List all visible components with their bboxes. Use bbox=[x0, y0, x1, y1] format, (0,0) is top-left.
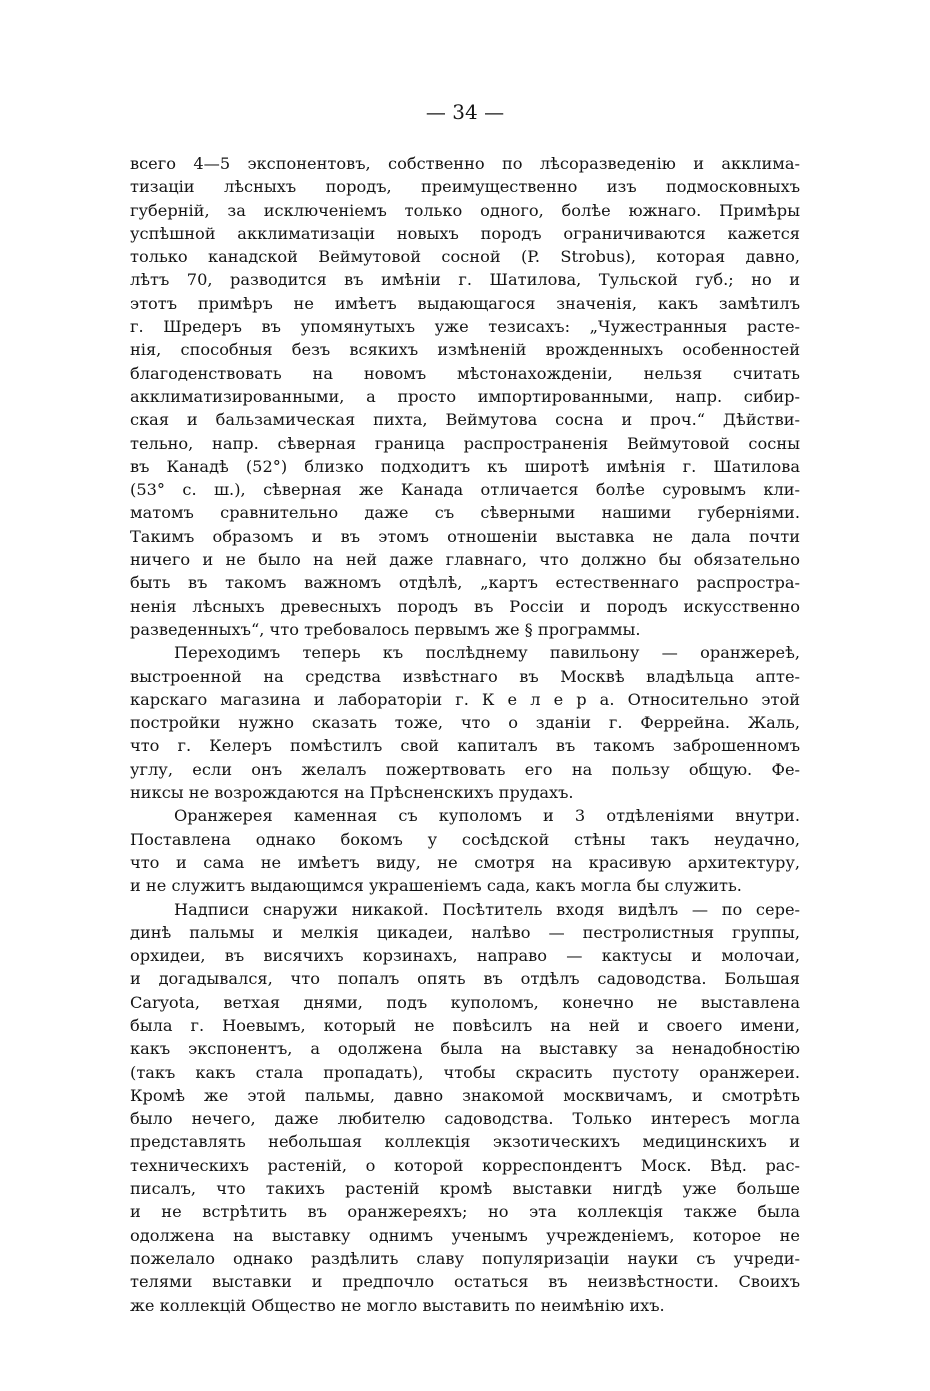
text-line: матомъ сравнительно даже съ сѣверными нашими губерніями. bbox=[130, 503, 800, 523]
text-line: быть въ такомъ важномъ отдѣлѣ, „картъ естественнаго распростра- bbox=[130, 573, 800, 593]
text-line: никсы не возрождаются на Прѣсненскихъ прудахъ. bbox=[130, 783, 574, 803]
text-line: что г. Келеръ помѣстилъ свой капиталъ въ такомъ заброшенномъ bbox=[130, 736, 800, 756]
text-line: и не встрѣтить въ оранжереяхъ; но эта коллекція также была bbox=[130, 1202, 800, 1222]
text-line: Поставлена однако бокомъ у сосѣдской стѣны такъ неудачно, bbox=[130, 829, 800, 849]
text-line: ская и бальзамическая пихта, Веймутова сосна и проч.“ Дѣйстви- bbox=[130, 410, 800, 430]
text-line: г. Шредеръ въ упомянутыхъ уже тезисахъ: „Чужестранныя расте- bbox=[130, 317, 800, 337]
text-line: губерній, за исключеніемъ только одного, болѣе южнаго. Примѣры bbox=[130, 200, 800, 220]
text-line: успѣшной акклиматизаціи новыхъ породъ ограничиваются кажется bbox=[130, 223, 800, 243]
text-line: пожелало однако раздѣлить славу популяризаціи науки съ учреди- bbox=[130, 1248, 800, 1268]
text-line: (такъ какъ стала пропадать), чтобы скрасить пустоту оранжереи. bbox=[130, 1062, 800, 1082]
text-line: только канадской Веймутовой сосной (P. Strobus), которая давно, bbox=[130, 247, 800, 267]
text-line: тизаціи лѣсныхъ породъ, преимущественно изъ подмосковныхъ bbox=[130, 177, 800, 197]
paragraph bbox=[130, 641, 800, 804]
text-line: была г. Ноевымъ, который не повѣсилъ на ней и своего имени, bbox=[130, 1015, 800, 1035]
text-line: акклиматизированными, а просто импортированными, напр. сибир- bbox=[130, 386, 800, 406]
text-line: Caryota, ветхая днями, подъ куполомъ, конечно не выставлена bbox=[130, 992, 800, 1012]
text-line: что и сама не имѣетъ виду, не смотря на красивую архитектуру, bbox=[130, 852, 800, 872]
text-line: и не служитъ выдающимся украшеніемъ сада, какъ могла бы служить. bbox=[130, 876, 742, 896]
paragraph bbox=[130, 152, 800, 641]
text-line: Оранжерея каменная съ куполомъ и 3 отдѣленіями внутри. bbox=[174, 806, 800, 826]
text-line: какъ экспонентъ, а одолжена была на выставку за ненадобностію bbox=[130, 1039, 800, 1059]
text-line: ничего и не было на ней даже главнаго, что должно бы обязательно bbox=[130, 550, 800, 570]
text-line: ненія лѣсныхъ древесныхъ породъ въ Россіи и породъ искусственно bbox=[130, 596, 800, 616]
text-line: разведенныхъ“, что требовалось первымъ же § программы. bbox=[130, 619, 641, 639]
text-line: телями выставки и предпочло остаться въ неизвѣстности. Своихъ bbox=[130, 1272, 800, 1292]
text-line: техническихъ растеній, о которой корреспондентъ Моск. Вѣд. рас- bbox=[130, 1155, 800, 1175]
text-line: выстроенной на средства извѣстнаго въ Москвѣ владѣльца апте- bbox=[130, 666, 800, 686]
text-line: (53° с. ш.), сѣверная же Канада отличается болѣе суровымъ кли- bbox=[130, 480, 800, 500]
text-line: лѣтъ 70, разводится въ имѣніи г. Шатилова, Тульской губ.; но и bbox=[130, 270, 800, 290]
text-line: писалъ, что такихъ растеній кромѣ выставки нигдѣ уже больше bbox=[130, 1179, 800, 1199]
text-line: нія, способныя безъ всякихъ измѣненій врожденныхъ особенностей bbox=[130, 340, 800, 360]
page-number: — 34 — bbox=[425, 100, 505, 124]
text-line: орхидеи, въ висячихъ корзинахъ, направо — кактусы и молочаи, bbox=[130, 946, 800, 966]
text-line: тельно, напр. сѣверная граница распространенія Веймутовой сосны bbox=[130, 433, 800, 453]
text-line: карскаго магазина и лабораторіи г. К е л е р а. Относительно этой bbox=[130, 689, 800, 709]
text-line: и догадывался, что попалъ опять въ отдѣлъ садоводства. Большая bbox=[130, 969, 800, 989]
text-line: динѣ пальмы и мелкія цикадеи, налѣво — пестролистныя группы, bbox=[130, 922, 800, 942]
text-line: углу, если онъ желалъ пожертвовать его на пользу общую. Фе- bbox=[130, 759, 800, 779]
text-line: постройки нужно сказать тоже, что о зданіи г. Феррейна. Жаль, bbox=[130, 713, 800, 733]
text-line: было нечего, даже любителю садоводства. Только интересъ могла bbox=[130, 1109, 800, 1129]
text-line: Такимъ образомъ и въ этомъ отношеніи выставка не дала почти bbox=[130, 526, 800, 546]
text-line: Кромѣ же этой пальмы, давно знакомой москвичамъ, и смотрѣть bbox=[130, 1085, 800, 1105]
text-line: одолжена на выставку однимъ ученымъ учрежденіемъ, которое не bbox=[130, 1225, 800, 1245]
text-line: Надписи снаружи никакой. Посѣтитель входя видѣлъ — по сере- bbox=[174, 899, 800, 919]
text-line: представлять небольшая коллекція экзотическихъ медицинскихъ и bbox=[130, 1132, 800, 1152]
text-line: Переходимъ теперь къ послѣднему павильону — оранжереѣ, bbox=[174, 643, 800, 663]
text-line: же коллекцій Общество не могло выставить по неимѣнію ихъ. bbox=[130, 1295, 665, 1315]
text-line: всего 4—5 экспонентовъ, собственно по лѣсоразведенію и акклима- bbox=[130, 154, 800, 173]
body-text bbox=[130, 152, 800, 1317]
text-line: благоденствовать на новомъ мѣстонахожденіи, нельзя считать bbox=[130, 363, 800, 383]
paragraph bbox=[130, 898, 800, 1317]
text-line: этотъ примѣръ не имѣетъ выдающагося значенія, какъ замѣтилъ bbox=[130, 293, 800, 313]
paragraph bbox=[130, 804, 800, 897]
text-line: въ Канадѣ (52°) близко подходитъ къ широтѣ имѣнія г. Шатилова bbox=[130, 456, 800, 476]
